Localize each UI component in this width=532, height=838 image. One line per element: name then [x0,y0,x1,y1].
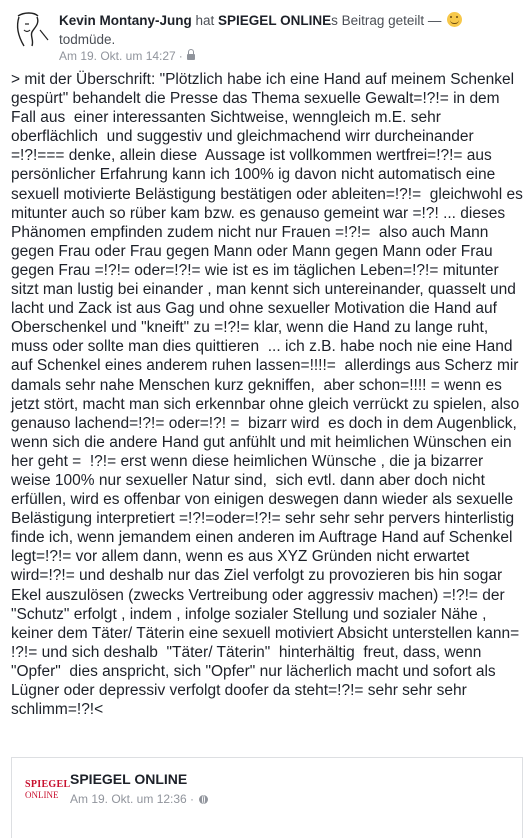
author-name[interactable]: Kevin Montany-Jung [59,13,192,28]
shared-post-card[interactable] [11,757,523,838]
lock-icon[interactable] [187,54,195,60]
spiegel-logo[interactable] [25,779,71,801]
shared-post-timestamp[interactable]: Am 19. Okt. um 12:36 [70,792,187,806]
feeling-text: todmüde. [59,32,116,47]
logo-line1: SPIEGEL [25,779,71,790]
shared-page-link[interactable]: SPIEGEL ONLINE [218,13,332,28]
globe-icon[interactable] [199,795,208,804]
avatar[interactable] [10,10,50,50]
shared-page-name[interactable]: SPIEGEL ONLINE [70,771,188,787]
author-line [59,11,525,49]
meta-separator: · [186,792,198,806]
post-timestamp[interactable]: Am 19. Okt. um 14:27 [59,49,176,63]
post-header [10,8,525,64]
sleepy-face-emoji-icon [447,12,462,27]
avatar-sketch-icon [10,10,50,50]
shared-post-meta [70,792,208,806]
meta-separator: · [178,49,183,63]
shared-text: hat [191,13,219,28]
shared-suffix: s Beitrag geteilt — [331,13,446,28]
post-body: > mit der Überschrift: "Plötzlich habe ich eine Hand auf meinem Schenkel gespürt" behandelt die Presse das Thema sexuelle Gewalt=!?!= in dem Fall aus einer interessanten Sichtweise, wenngleich m.E. sehr oberflächlich und suggestiv und gleichmachend wirr durcheinander =!?!=== denke, allein diese Aussage ist vollkommen wertfrei=!?!= aus persönlicher Erfahrung kann ich 100% ig davon nicht automatisch eine sexuell motivierte Belästigung bestätigen oder ableiten=!?!= gleichwohl es mitunter auch so rüber kam bzw. es genauso gemeint war =!?! ... dieses Phänomen empfinden zudem nicht nur Frauen =!?!= also auch Mann gegen Frau oder Frau gegen Mann oder Mann gegen Mann oder Frau gegen Frau =!?!= oder=!?!= wie ist es im täglichen Leben=!?!= mitunter sitzt man lustig bei einander , man kennt sich untereinander, quasselt und lacht und Zack ist aus Gag und ohne sexueller Motivation die Hand auf Oberschenkel und "kneift" zu =!?!= klar, wenn die Hand zu lange ruht, muss oder sollte man dies quittieren ... ich z.B. habe noch nie eine Hand auf Schenkel eines anderem ruhen lassen=!!!!= allerdings aus Scherz mir damals sehr nahe Menschen kurz gekniffen, aber schon=!!!! = wenn es jetzt stört, macht man sich erkennbar ohne gleich verrückt zu spielen, also genauso lachend=!?!= oder=!?! = bizarr wird es doch in dem Augenblick, wenn sich die andere Hand gut anfühlt und mit heimlichen Wünschen ein her geht = !?!= erst wenn diese heimlichen Wünsche , die ja bizarrer weise 100% nur sexueller Natur sind, sich evtl. dann aber doch nicht erfüllen, wird es offenbar von einigen deswegen dann wieder als sexuelle Belästigung interpretiert =!?!=oder=!?!= sehr sehr sehr pervers hinterlistig finde ich, wenn jemandem einen anderen im Auftrage Hand auf Schenkel legt=!?!= vor allem dann, wenn es aus XYZ Gründen nicht erwartet wird=!?!= und deshalb nur das Ziel verfolgt zu provozieren bis hin sogar Ekel auszulösen (zwecks Vertreibung oder aggressiv machen) =!?!= der "Schutz" erfolgt , indem , infolge sozialer Stellung und sozialer Nähe , keiner dem Täter/ Täterin eine sexuell motiviert Absicht unterstellen kann= !?!= und sich deshalb "Täter/ Täterin" hinterhältig freut, dass, wenn "Opfer" dies anspricht, sich "Opfer" nur lächerlich macht und sofort als Lügner oder depressiv verfolgt doofer da steht=!?!= sehr sehr sehr schlimm=!?!< [11,71,528,719]
logo-line2: ONLINE [25,790,59,800]
post-meta [59,49,195,63]
